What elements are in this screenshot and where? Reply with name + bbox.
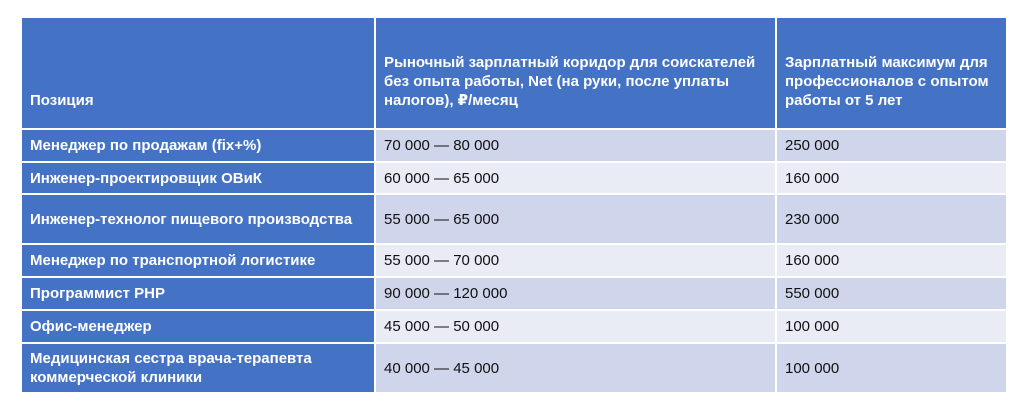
salary-range-cell: 55 000 — 65 000 bbox=[375, 194, 776, 244]
header-position: Позиция bbox=[21, 17, 375, 129]
position-cell: Офис-менеджер bbox=[21, 310, 375, 343]
table-row bbox=[21, 310, 1007, 343]
position-cell: Инженер-проектировщик ОВиК bbox=[21, 162, 375, 194]
max-salary-cell: 160 000 bbox=[776, 244, 1007, 277]
max-salary-cell: 230 000 bbox=[776, 194, 1007, 244]
salary-range-cell: 55 000 — 70 000 bbox=[375, 244, 776, 277]
position-cell: Медицинская сестра врача-терапевта коммерческой клиники bbox=[21, 343, 375, 393]
header-max-salary: Зарплатный максимум для профессионалов с опытом работы от 5 лет bbox=[776, 17, 1007, 129]
table-header-row bbox=[21, 17, 1007, 129]
salary-range-cell: 90 000 — 120 000 bbox=[375, 277, 776, 310]
position-cell: Менеджер по транспортной логистике bbox=[21, 244, 375, 277]
position-cell: Программист PHP bbox=[21, 277, 375, 310]
max-salary-cell: 160 000 bbox=[776, 162, 1007, 194]
table-row bbox=[21, 194, 1007, 244]
table-row bbox=[21, 244, 1007, 277]
max-salary-cell: 250 000 bbox=[776, 129, 1007, 162]
header-entry-salary-range: Рыночный зарплатный коридор для соискателей без опыта работы, Net (на руки, после уплаты налогов), ₽/месяц bbox=[375, 17, 776, 129]
salary-range-cell: 60 000 — 65 000 bbox=[375, 162, 776, 194]
table-row bbox=[21, 129, 1007, 162]
table-row bbox=[21, 343, 1007, 393]
salary-range-cell: 45 000 — 50 000 bbox=[375, 310, 776, 343]
position-cell: Инженер-технолог пищевого производства bbox=[21, 194, 375, 244]
max-salary-cell: 100 000 bbox=[776, 343, 1007, 393]
table-row bbox=[21, 277, 1007, 310]
max-salary-cell: 100 000 bbox=[776, 310, 1007, 343]
position-cell: Менеджер по продажам (fix+%) bbox=[21, 129, 375, 162]
max-salary-cell: 550 000 bbox=[776, 277, 1007, 310]
salary-range-cell: 40 000 — 45 000 bbox=[375, 343, 776, 393]
salary-table bbox=[20, 16, 1008, 394]
salary-range-cell: 70 000 — 80 000 bbox=[375, 129, 776, 162]
table-row bbox=[21, 162, 1007, 194]
